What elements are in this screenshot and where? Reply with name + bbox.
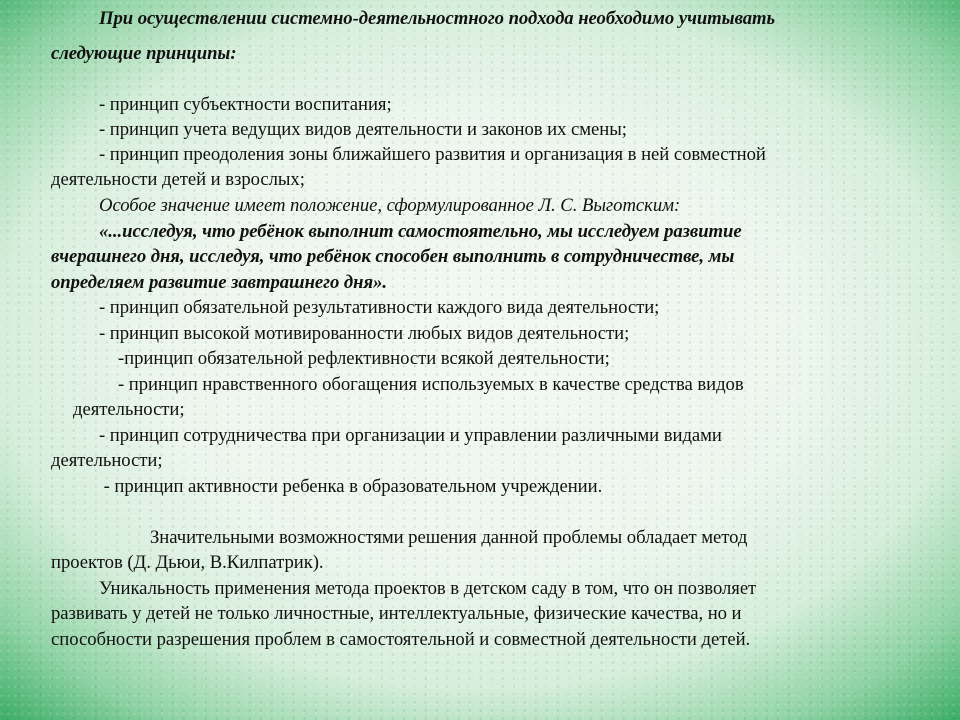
- text-line: Уникальность применения метода проектов в детском саду в том, что он позволяет: [99, 578, 757, 599]
- text-line: деятельности;: [73, 399, 185, 420]
- text-line: следующие принципы:: [51, 43, 237, 64]
- text-line: Значительными возможностями решения данной проблемы обладает метод: [150, 527, 748, 548]
- text-line: способности разрешения проблем в самостоятельной и совместной деятельности детей.: [51, 629, 751, 650]
- text-line: деятельности;: [51, 450, 163, 471]
- text-line: - принцип нравственного обогащения используемых в качестве средства видов: [118, 374, 744, 395]
- text-line: При осуществлении системно-деятельностного подхода необходимо учитывать: [99, 8, 776, 29]
- text-line: - принцип учета ведущих видов деятельности и законов их смены;: [99, 119, 627, 140]
- text-line: - принцип обязательной результативности каждого вида деятельности;: [99, 297, 660, 318]
- text-line: - принцип преодоления зоны ближайшего развития и организация в ней совместной: [99, 144, 766, 165]
- text-line: Особое значение имеет положение, сформулированное Л. С. Выготским:: [99, 195, 681, 216]
- text-line: - принцип активности ребенка в образовательном учреждении.: [99, 476, 603, 497]
- text-line: - принцип сотрудничества при организации и управлении различными видами: [99, 425, 722, 446]
- text-line: «...исследуя, что ребёнок выполнит самостоятельно, мы исследуем развитие: [99, 221, 742, 242]
- text-line: определяем развитие завтрашнего дня».: [51, 272, 387, 293]
- text-line: проектов (Д. Дьюи, В.Килпатрик).: [51, 552, 324, 573]
- text-line: вчерашнего дня, исследуя, что ребёнок способен выполнить в сотрудничестве, мы: [51, 246, 735, 267]
- text-line: - принцип высокой мотивированности любых видов деятельности;: [99, 323, 630, 344]
- text-line: - принцип субъектности воспитания;: [99, 94, 392, 115]
- text-line: -принцип обязательной рефлективности всякой деятельности;: [118, 348, 610, 369]
- text-line: развивать у детей не только личностные, интеллектуальные, физические качества, но и: [51, 603, 742, 624]
- text-line: деятельности детей и взрослых;: [51, 169, 305, 190]
